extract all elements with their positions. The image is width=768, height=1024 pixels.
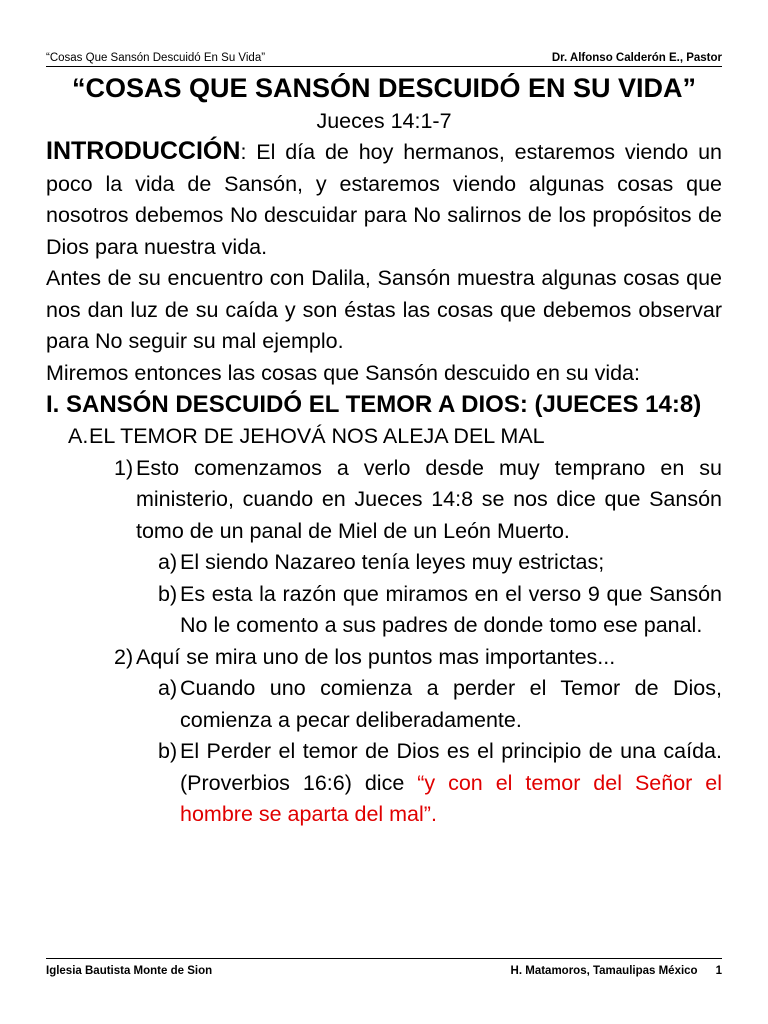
paragraph-3: Miremos entonces las cosas que Sansón descuido en su vida:: [46, 360, 640, 385]
paragraph-2: Antes de su encuentro con Dalila, Sansón muestra algunas cosas que nos dan luz de su caída y son éstas las cosas que debemos observar para No seguir su mal ejemplo.: [46, 266, 722, 353]
scripture-reference: Jueces 14:1-7: [316, 109, 452, 133]
list-marker: 1): [114, 455, 134, 480]
list-item-2b-text: [180, 736, 722, 831]
list-item-2-text: Aquí se mira uno de los puntos mas importantes...: [136, 644, 616, 669]
list-item-2b-body: El Perder el temor de Dios es el principio de una caída. (Proverbios 16:6) dice: [180, 739, 722, 795]
intro-paragraph: [46, 136, 722, 263]
list-marker: a): [158, 676, 178, 700]
list-item-1-text: Esto comenzamos a verlo desde muy temprano en su ministerio, cuando en Jueces 14:8 se nos dice que Sansón tomo de un panal de Miel de un León Muerto.: [136, 455, 722, 543]
list-item-1b-text: Es esta la razón que miramos en el verso 9 que Sansón No le comento a sus padres de donde tomo ese panal.: [180, 581, 722, 637]
subheading-a-text: EL TEMOR DE JEHOVÁ NOS ALEJA DEL MAL: [89, 424, 545, 448]
footer-location-wrap: [511, 965, 722, 981]
page-footer: [46, 958, 722, 981]
list-marker: a): [158, 550, 178, 574]
list-marker: 2): [114, 644, 134, 669]
header-left-title: “Cosas Que Sansón Descuidó En Su Vida”: [46, 52, 266, 64]
list-item-2: [46, 642, 722, 674]
intro-label: INTRODUCCIÓN: [46, 137, 241, 165]
footer-church: Iglesia Bautista Monte de Sion: [46, 965, 213, 977]
list-item-1a: [46, 547, 722, 579]
footer-location: H. Matamoros, Tamaulipas México: [510, 965, 698, 977]
list-item-1: [46, 453, 722, 548]
list-item-2b: [46, 736, 722, 831]
list-item-2a: [46, 673, 722, 736]
list-item-1b: [46, 579, 722, 642]
header-author: Dr. Alfonso Calderón E., Pastor: [551, 52, 722, 64]
page-number: 1: [715, 965, 722, 977]
list-item-2a-text: Cuando uno comienza a perder el Temor de Dios, comienza a pecar deliberadamente.: [180, 676, 722, 732]
scripture-quote: “y con el temor del Señor el hombre se aparta del mal”.: [180, 770, 723, 826]
subheading-a: [46, 421, 722, 453]
list-marker: b): [158, 739, 178, 763]
document-body: [46, 70, 722, 831]
list-marker: A.: [68, 424, 89, 448]
list-marker: b): [158, 581, 178, 606]
page-header: [46, 46, 722, 67]
intro-text: : El día de hoy hermanos, estaremos viendo un poco la vida de Sansón, y estaremos viendo algunas cosas que nosotros debemos No descuidar para No salirnos de los propósitos de Dios para nuestra vida.: [46, 140, 722, 259]
list-item-1a-text: El siendo Nazareo tenía leyes muy estrictas;: [180, 550, 605, 574]
section-heading-1: I. SANSÓN DESCUIDÓ EL TEMOR A DIOS: (JUECES 14:8): [46, 391, 702, 418]
document-title: “COSAS QUE SANSÓN DESCUIDÓ EN SU VIDA”: [71, 73, 697, 103]
